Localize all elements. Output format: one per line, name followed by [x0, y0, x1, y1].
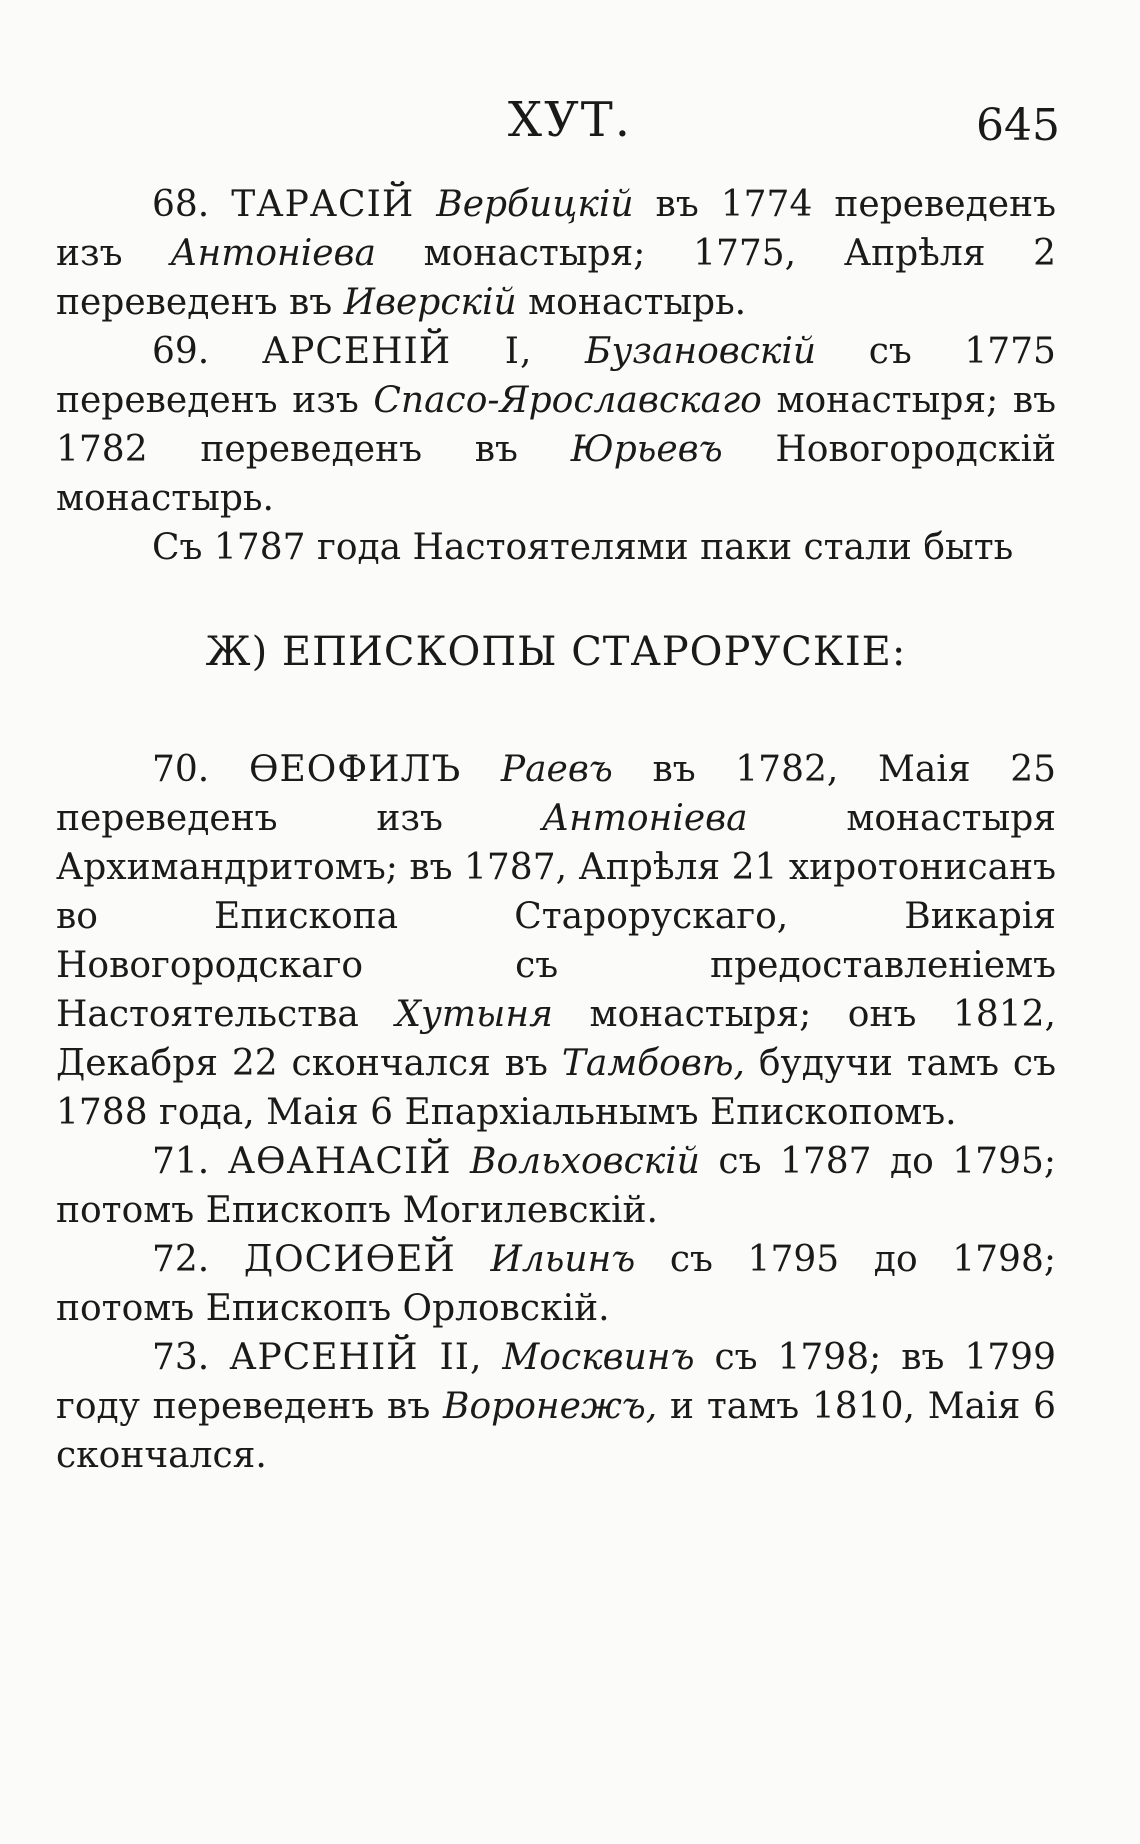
page-body [56, 180, 1056, 1480]
entry-73 [56, 1333, 1056, 1480]
person-name: ѲЕОФИЛЪ [248, 749, 462, 790]
running-head: ХУТ. [507, 92, 633, 148]
entry-72 [56, 1235, 1056, 1333]
page-header [0, 92, 1140, 152]
entry-number: 70. [152, 749, 210, 790]
entry-text: монастыря; въ 1782 переведенъ въ [56, 380, 1056, 470]
place-name: Юрьевъ [570, 429, 723, 470]
person-name: АѲАНАСІЙ [227, 1141, 452, 1182]
entry-text: будучи тамъ съ 1788 года, Маія 6 Епархіальнымъ Епископомъ. [56, 1043, 1056, 1133]
entry-text: монастыря Архимандритомъ; въ 1787, Апрѣля 21 хиротонисанъ во Епископа Старорускаго, Викарія Новогородскаго съ предоставленіемъ Настоятельства [56, 798, 1057, 1035]
section-heading: Ж) ЕПИСКОПЫ СТАРОРУСКІЕ: [205, 629, 907, 675]
entry-text: съ 1775 переведенъ изъ [56, 331, 1056, 421]
place-name: Иверскій [343, 282, 517, 323]
entry-text: въ 1782, Маія 25 переведенъ изъ [56, 749, 1056, 839]
person-surname: Раевъ [500, 749, 613, 790]
note-paragraph [56, 523, 1056, 572]
entry-number: 73. [152, 1337, 210, 1378]
entry-text: въ 1774 переведенъ изъ [56, 184, 1056, 274]
place-name: Антоніева [541, 798, 748, 839]
place-name: Воронежъ, [443, 1386, 658, 1427]
place-name: Тамбовѣ, [561, 1043, 745, 1084]
entry-text: съ 1798; въ 1799 году переведенъ въ [56, 1337, 1056, 1427]
person-surname: Вольховскій [470, 1141, 700, 1182]
entry-68 [56, 180, 1056, 327]
place-name: Хутыня [395, 994, 553, 1035]
entry-text: монастырь. [516, 282, 747, 323]
entry-69 [56, 327, 1056, 523]
entry-text: и тамъ 1810, Маія 6 скончался. [56, 1386, 1056, 1476]
person-name: ТАРАСІЙ [231, 184, 415, 225]
person-surname: Ильинъ [490, 1239, 636, 1280]
person-name: ДОСИѲЕЙ [243, 1239, 456, 1280]
entry-text: съ 1787 до 1795; потомъ Епископъ Могилевскій. [56, 1141, 1057, 1231]
entry-number: 68. [152, 184, 210, 225]
entry-text: монастыря; 1775, Апрѣля 2 переведенъ въ [56, 233, 1056, 323]
person-name: АРСЕНІЙ II, [229, 1337, 483, 1378]
note-text: Съ 1787 года Настоятелями паки стали быть [152, 527, 1014, 568]
entry-number: 69. [152, 331, 210, 372]
entry-text: съ 1795 до 1798; потомъ Епископъ Орловскій. [56, 1239, 1056, 1329]
page-number: 645 [976, 100, 1060, 151]
entry-text: монастыря; онъ 1812, Декабря 22 скончался въ [56, 994, 1056, 1084]
place-name: Спасо-Ярославскаго [373, 380, 762, 421]
person-name: АРСЕНІЙ I, [261, 331, 533, 372]
entry-number: 72. [152, 1239, 210, 1280]
entry-text: Новогородскій монастырь. [56, 429, 1056, 519]
person-surname: Бузановскій [584, 331, 817, 372]
place-name: Антоніева [170, 233, 376, 274]
person-surname: Москвинъ [502, 1337, 695, 1378]
person-surname: Вербицкій [436, 184, 634, 225]
entry-70 [56, 745, 1056, 1137]
entry-number: 71. [152, 1141, 210, 1182]
entry-71 [56, 1137, 1056, 1235]
